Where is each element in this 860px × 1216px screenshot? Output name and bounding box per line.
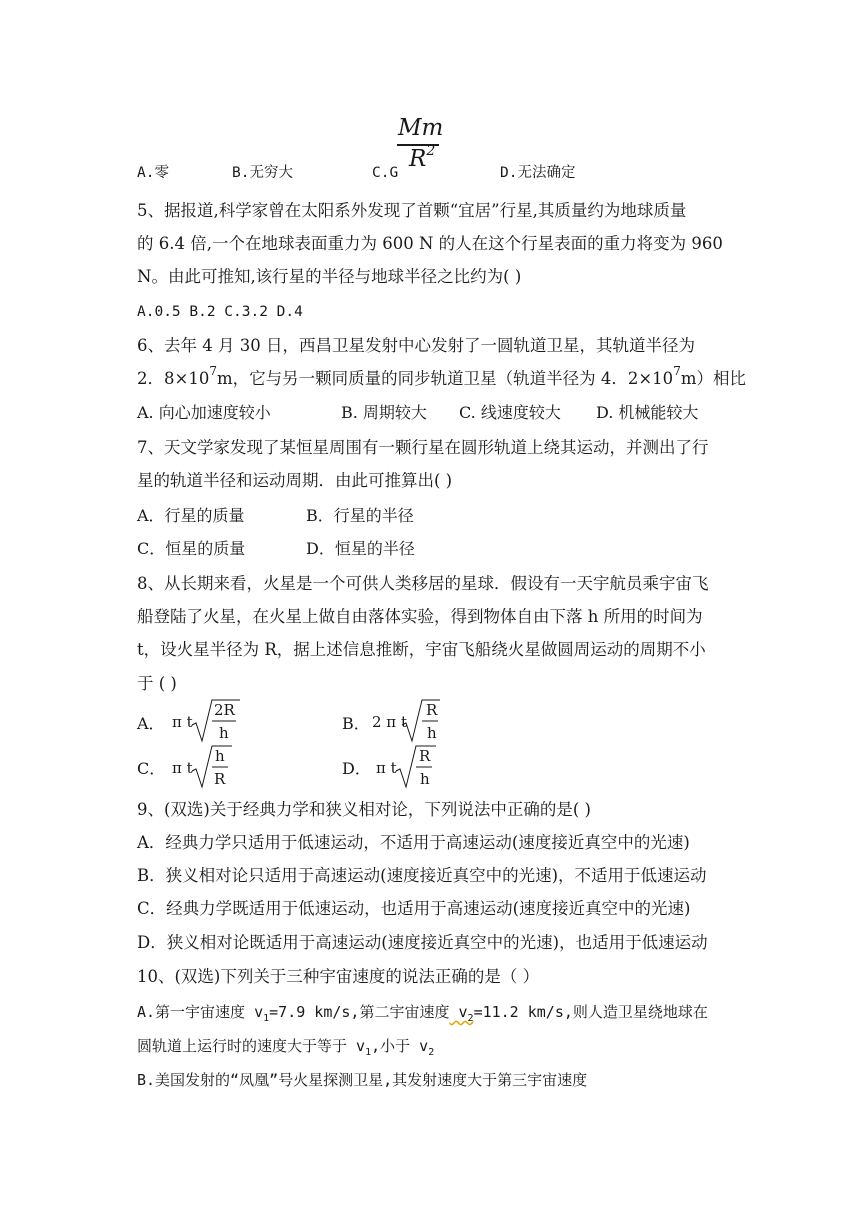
q6-option-a: A. 向心加速度较小	[137, 403, 271, 422]
q6-option-c: C. 线速度较大	[459, 403, 561, 422]
sqrt-icon	[172, 745, 242, 791]
formula-denominator: $R^2$	[409, 143, 436, 172]
q4-option-a: A.零	[137, 165, 169, 181]
q5-line-3: N。由此可推知,该行星的半径与地球半径之比约为( )	[137, 267, 522, 286]
q6-line-1: 6、去年 4 月 30 日，西昌卫星发射中心发射了一圆轨道卫星，其轨道半径为	[137, 336, 695, 355]
q9-option-c: C．经典力学既适用于低速运动，也适用于高速运动(速度接近真空中的光速)	[137, 899, 691, 918]
q8-line-4: 于 ( )	[137, 674, 177, 693]
q9-line-1: 9、(双选)关于经典力学和狭义相对论，下列说法中正确的是( )	[137, 800, 591, 819]
q4-option-d: D.无法确定	[500, 165, 576, 181]
q9-option-b: B．狭义相对论只适用于高速运动(速度接近真空中的光速)，不适用于低速运动	[137, 866, 707, 885]
q8-option-b-label: B．	[342, 714, 370, 733]
q9-option-a: A．经典力学只适用于低速运动，不适用于高速运动(速度接近真空中的光速)	[137, 833, 690, 852]
q8-option-c-formula: π t h R	[172, 745, 252, 791]
q9-option-d: D．狭义相对论既适用于高速运动(速度接近真空中的光速)，也适用于低速运动	[137, 933, 708, 952]
q10-option-b: B.美国发射的“凤凰”号火星探测卫星,其发射速度大于第三宇宙速度	[137, 1071, 588, 1089]
q8-option-a-formula: π t 2R h	[172, 699, 252, 745]
q8-line-3: t，设火星半径为 R，据上述信息推断，宇宙飞船绕火星做圆周运动的周期不小	[137, 640, 706, 659]
q6-line-2: 2．$8\times 10^7m$，它与另一颗同质量的同步轨道卫星（轨道半径为 4．$2\times 10^7m$）相比	[137, 364, 746, 388]
q4-option-b: B.无穷大	[232, 165, 293, 181]
q7-option-b: B．行星的半径	[306, 506, 414, 525]
q10-option-a-line-2: 圆轨道上运行时的速度大于等于 $v_1$,小于 $v_2$	[137, 1037, 435, 1058]
q5-line-2: 的 6.4 倍,一个在地球表面重力为 600 N 的人在这个行星表面的重力将变为 960	[137, 234, 723, 253]
q8-option-d-label: D．	[342, 759, 371, 778]
q10-option-a-line-1: A.第一宇宙速度 $v_1=7.9$ km/s,第二宇宙速度 $v_2=11.2$ km/s,则人造卫星绕地球在	[137, 1003, 708, 1024]
q7-option-d: D．恒星的半径	[306, 539, 415, 558]
q10-line-1: 10、(双选)下列关于三种宇宙速度的说法正确的是（ ）	[137, 967, 540, 986]
q8-option-d-formula: π t R h	[376, 745, 456, 791]
q7-line-1: 7、天文学家发现了某恒星周围有一颗行星在圆形轨道上绕其运动，并测出了行	[137, 438, 709, 457]
q8-option-c-label: C．	[137, 759, 166, 778]
q6-option-d: D. 机械能较大	[596, 403, 699, 422]
q7-option-c: C．恒星的质量	[137, 539, 246, 558]
q8-line-2: 船登陆了火星，在火星上做自由落体实验，得到物体自由下落 h 所用的时间为	[137, 607, 703, 626]
sqrt-icon	[376, 745, 446, 791]
formula-numerator: Mm	[398, 115, 444, 141]
q6-option-b: B. 周期较大	[341, 403, 427, 422]
q7-line-2: 星的轨道半径和运动周期．由此可推算出( )	[137, 471, 453, 490]
wavy-underline: $v_2$	[449, 1003, 474, 1024]
q5-options: A.0.5 B.2 C.3.2 D.4	[137, 304, 303, 320]
q8-option-b-formula: 2 π t R h	[372, 699, 452, 745]
q7-option-a: A．行星的质量	[137, 506, 245, 525]
q8-line-1: 8、从长期来看，火星是一个可供人类移居的星球．假设有一天宇航员乘宇宙飞	[137, 574, 709, 593]
q4-option-c: C.G	[372, 165, 399, 181]
q5-line-1: 5、据报道,科学家曾在太阳系外发现了首颗“宜居”行星,其质量约为地球质量	[137, 201, 687, 220]
q8-option-a-label: A．	[137, 714, 165, 733]
